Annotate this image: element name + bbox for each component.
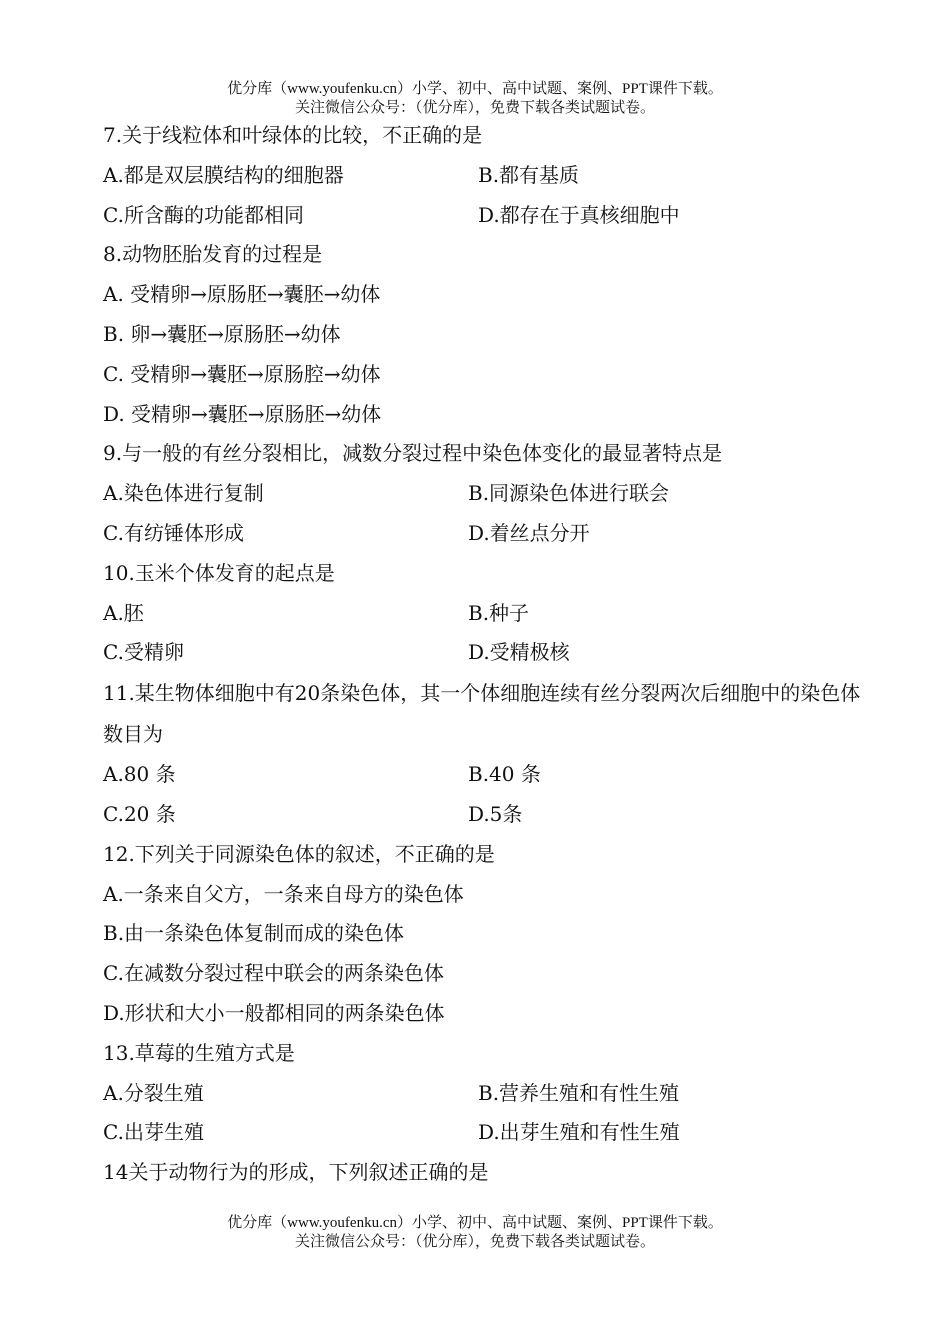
question-list xyxy=(103,116,863,1193)
header-line-2: 关注微信公众号：（优分库），免费下载各类试题试卷。 xyxy=(294,100,655,116)
q11-option-a: A.80 条 xyxy=(103,762,176,787)
header-line-1: 优分库（www.youfenku.cn）小学、初中、高中试题、案例、PPT课件下载。 xyxy=(227,81,723,97)
q7-option-a: A.都是双层膜结构的细胞器 xyxy=(103,162,344,187)
q8-option-a: A. 受精卵→原肠胚→囊胚→幼体 xyxy=(103,282,381,307)
q8-option-d: D. 受精卵→囊胚→原肠胚→幼体 xyxy=(103,401,382,426)
q9-option-d: D.着丝点分开 xyxy=(468,520,590,545)
q13-stem: 13.草莓的生殖方式是 xyxy=(103,1040,295,1065)
q14-stem: 14关于动物行为的形成，下列叙述正确的是 xyxy=(103,1160,489,1185)
q12-option-c: C.在减数分裂过程中联会的两条染色体 xyxy=(103,961,444,986)
footer-line-1: 优分库（www.youfenku.cn）小学、初中、高中试题、案例、PPT课件下载。 xyxy=(227,1215,723,1231)
q9-options-row-1 xyxy=(103,474,863,514)
q12-stem: 12.下列关于同源染色体的叙述，不正确的是 xyxy=(103,841,495,866)
q8-stem: 8.动物胚胎发育的过程是 xyxy=(103,242,323,267)
q12-option-d: D.形状和大小一般都相同的两条染色体 xyxy=(103,1000,445,1025)
q13-option-a: A.分裂生殖 xyxy=(103,1080,204,1105)
q9-option-c: C.有纺锤体形成 xyxy=(103,520,244,545)
q7-options-row-2 xyxy=(103,196,863,236)
q9-option-b: B.同源染色体进行联会 xyxy=(468,481,670,506)
q10-option-d: D.受精极核 xyxy=(468,640,570,665)
q11-options-row-2 xyxy=(103,795,863,835)
q9-stem: 9.与一般的有丝分裂相比，减数分裂过程中染色体变化的最显著特点是 xyxy=(103,441,723,466)
q13-option-d: D.出芽生殖和有性生殖 xyxy=(478,1120,680,1145)
q7-options-row-1 xyxy=(103,156,863,196)
q10-options-row-1 xyxy=(103,594,863,634)
q7-option-c: C.所含酶的功能都相同 xyxy=(103,202,304,227)
q13-option-c: C.出芽生殖 xyxy=(103,1120,204,1145)
q12-option-b: B.由一条染色体复制而成的染色体 xyxy=(103,921,405,946)
q12-option-a: A.一条来自父方，一条来自母方的染色体 xyxy=(103,881,464,906)
q9-option-a: A.染色体进行复制 xyxy=(103,481,264,506)
q13-options-row-2 xyxy=(103,1113,863,1153)
q10-options-row-2 xyxy=(103,633,863,673)
q10-option-b: B.种子 xyxy=(468,600,530,625)
header-banner xyxy=(0,80,950,118)
footer-line-2: 关注微信公众号：（优分库），免费下载各类试题试卷。 xyxy=(294,1234,655,1250)
q11-option-d: D.5条 xyxy=(468,801,523,826)
q7-option-b: B.都有基质 xyxy=(478,162,580,187)
q8-option-c: C. 受精卵→囊胚→原肠腔→幼体 xyxy=(103,361,381,386)
q10-stem: 10.玉米个体发育的起点是 xyxy=(103,560,335,585)
q11-option-b: B.40 条 xyxy=(468,762,541,787)
q7-option-d: D.都存在于真核细胞中 xyxy=(478,202,680,227)
q10-option-c: C.受精卵 xyxy=(103,640,184,665)
q7-stem: 7.关于线粒体和叶绿体的比较，不正确的是 xyxy=(103,123,483,147)
q10-option-a: A.胚 xyxy=(103,600,144,625)
q13-option-b: B.营养生殖和有性生殖 xyxy=(478,1080,680,1105)
q11-options-row-1 xyxy=(103,755,863,795)
q8-option-b: B. 卵→囊胚→原肠胚→幼体 xyxy=(103,321,341,346)
q11-stem: 11.某生物体细胞中有20条染色体，其一个体细胞连续有丝分裂两次后细胞中的染色体数目为 xyxy=(103,681,861,747)
q11-option-c: C.20 条 xyxy=(103,801,176,826)
q13-options-row-1 xyxy=(103,1074,863,1114)
q9-options-row-2 xyxy=(103,514,863,554)
footer-banner xyxy=(0,1214,950,1252)
